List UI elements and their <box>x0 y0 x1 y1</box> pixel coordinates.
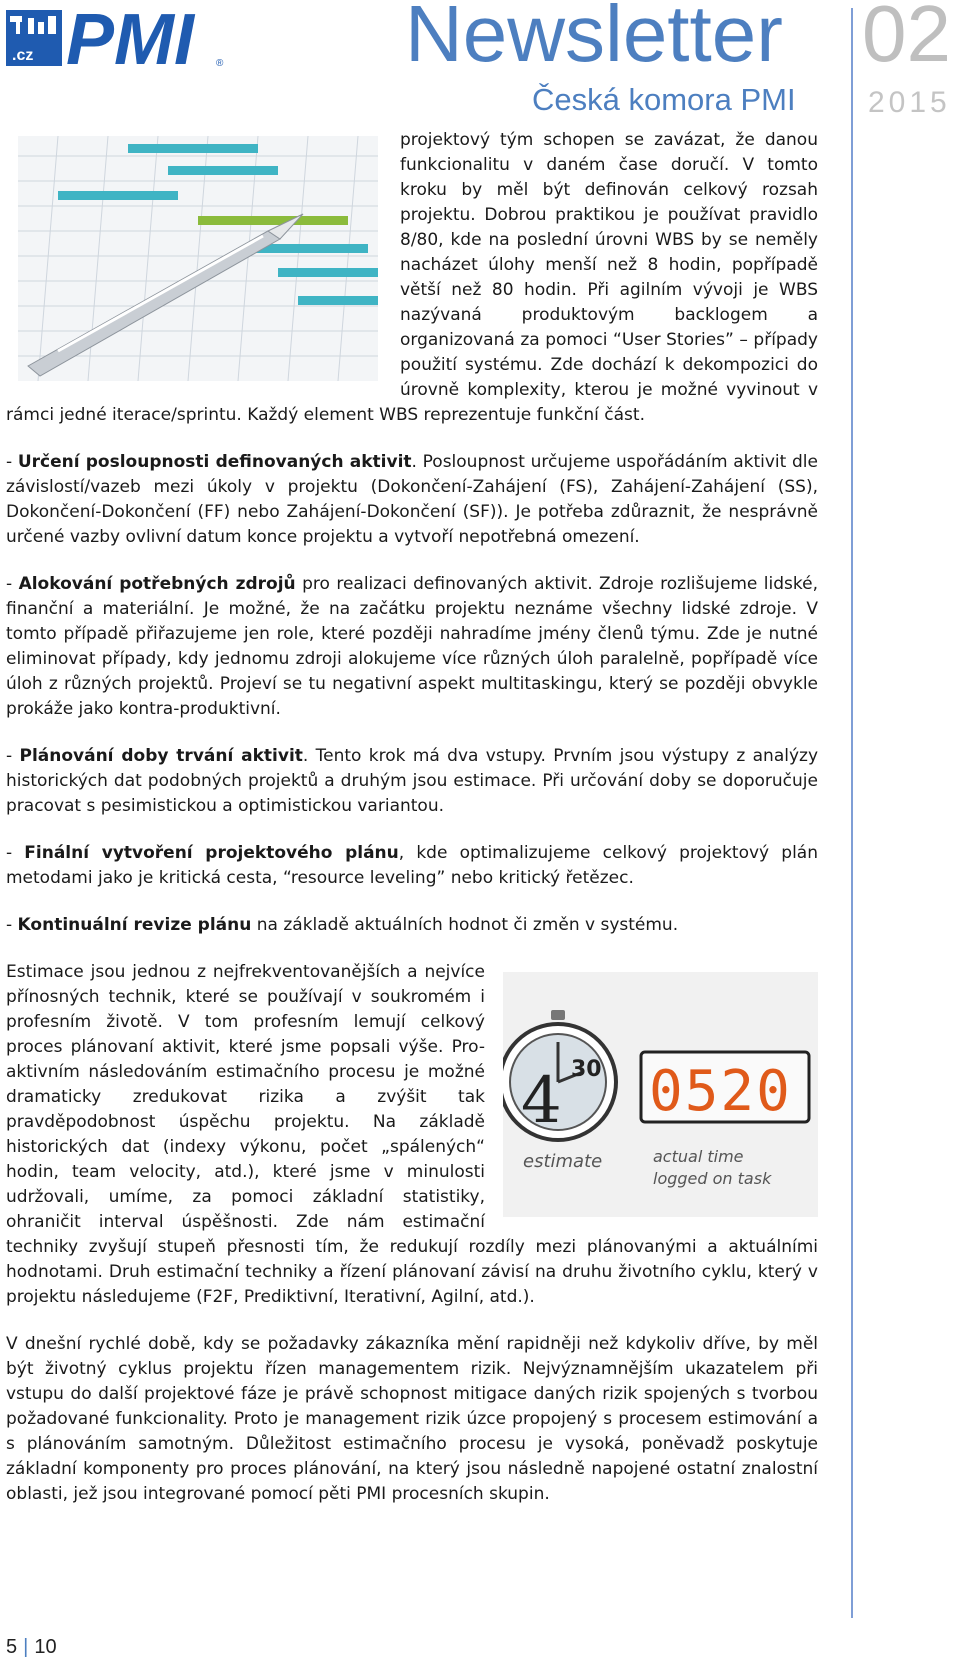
vertical-divider <box>851 8 853 1618</box>
newsletter-title: Newsletter <box>405 0 783 78</box>
bullet-plan: - Finální vytvoření projektového plánu, kde optimalizujeme celkový projektový plán metodami jako je kritická cesta, “resource leveling” nebo kritický řetězec. <box>6 843 818 888</box>
pmi-logo <box>6 8 232 68</box>
logo-country: .cz <box>12 47 34 64</box>
page-total: 10 <box>34 1636 57 1658</box>
bullet-text: , kde optimalizujeme celkový projektový plán metodami jako je kritická cesta, “resource leveling” nebo kritický řetězec. <box>6 843 818 888</box>
dial-minutes: 30 <box>571 1057 602 1082</box>
label-actual-2: logged on task <box>653 1169 772 1188</box>
bullet-resources: - Alokování potřebných zdrojů pro realizaci definovaných aktivit. Zdroje rozlišujeme lidské, finanční a materiální. Je možné, že na začátku projektu neznáme všechny lidské zdroje. V tomto případě přiřazujeme jen role, které později nahradíme jmény členů týmu. Zde je nutné eliminovat případy, kdy jednomu zdroji alokujeme více různých úloh paralelně, popřípadě více úloh z různých projektů. Projeví se tu negativní aspekt multitaskingu, který se později obvykle prokáže jako kontra-produktivní. <box>6 574 818 719</box>
bullet-text: pro realizaci definovaných aktivit. Zdroje rozlišujeme lidské, finanční a materiální. Je možné, že na začátku projektu neznáme všechny lidské zdroje. V tomto případě přiřazujeme jen role, které později nahradíme jmény členů týmu. Zde je nutné eliminovat případy, kdy jednomu zdroji alokujeme více různých úloh paralelně, popřípadě více úloh z různých projektů. Projeví se tu negativní aspekt multitaskingu, který se později obvykle prokáže jako kontra-produktivní. <box>6 574 818 719</box>
label-estimate: estimate <box>523 1151 603 1172</box>
issue-year: 2015 <box>868 86 951 119</box>
gantt-chart-image <box>18 136 378 381</box>
newsletter-subtitle: Česká komora PMI <box>532 82 796 117</box>
dial-hour: 4 <box>521 1064 562 1138</box>
issue-number: 02 <box>862 0 951 78</box>
estimate-vs-actual-image <box>503 972 818 1217</box>
bullet-title: Plánování doby trvání aktivit <box>19 746 303 766</box>
bullet-duration: - Plánování doby trvání aktivit. Tento krok má dva vstupy. Prvním jsou výstupy z analýzy historických dat podobných projektů a druhým jsou estimace. Při určování doby se doporučuje pracovat s pesimistickou a optimistickou variantou. <box>6 746 819 816</box>
svg-text:®: ® <box>216 58 224 68</box>
bullet-revision: - Kontinuální revize plánu na základě aktuálních hodnot či změn v systému. <box>6 915 679 935</box>
bullet-text: na základě aktuálních hodnot či změn v systému. <box>251 915 679 935</box>
page-number: 5 <box>6 1636 18 1658</box>
label-actual-1: actual time <box>653 1147 744 1166</box>
bullet-title: Kontinuální revize plánu <box>17 915 252 935</box>
bullet-text: . Tento krok má dva vstupy. Prvním jsou výstupy z analýzy historických dat podobných projektů a druhým jsou estimace. Při určování doby se doporučuje pracovat s pesimistickou a optimistickou variantou. <box>6 746 819 816</box>
bullet-title: Určení posloupnosti definovaných aktivit <box>17 452 412 472</box>
page-footer: 5 | 10 <box>6 1636 57 1658</box>
intro-text-b: Zde dochází k dekompozici do úrovně komplexity, kterou je možné vyvinout v rámci jedné iterace/sprintu. Každý element WBS reprezentuje funkční část. <box>6 355 819 425</box>
estimation-paragraph: Estimace jsou jednou z nejfrekventovanějších a nejvíce přínosných technik, které se používají v soukromém i profesním životě. V tom profesním lemují celkový proces plánovaní aktivit, které jsme popsali výše. Pro-aktivním následováním estimačního procesu je možné dramaticky zredukovat rizika a zvýšit tak pravděpodobnost úspěchu projektu. Na základě historických dat (indexy výkonu, počet „spálených“ hodin, team velocity, atd.), které jsme v minulosti udržovali, umíme, za pomoci základní statistiky, ohraničit interval úspěšnosti. Zde nám estimační techniky zvyšují stupeň přesnosti tím, že redukují rozdíly mezi plánovanými a aktuálními hodnotami. Druh estimační techniky a řízení plánovaní závisí na druhu životního cyklu, který v projektu následujeme (F2F, Prediktivní, Iterativní, Agilní, atd.). <box>6 962 818 1307</box>
bullet-text: . Posloupnost určujeme uspořádáním aktivit dle závislostí/vazeb mezi úkoly v projektu (Dokončení-Zahájení (FS), Zahájení-Zahájení (SS), Dokončení-Dokončení (FF) nebo Zahájení-Dokončení (SF)). Je potřeba zdůraznit, že nesprávně určené vazby ovlivní datum konce projektu a vytvoří nepotřebná omezení. <box>6 452 818 547</box>
digital-display: 0520 <box>649 1059 792 1124</box>
logo-text: PMI <box>66 8 195 68</box>
bullet-sequence: - Určení posloupnosti definovaných aktivit. Posloupnost určujeme uspořádáním aktivit dle závislostí/vazeb mezi úkoly v projektu (Dokončení-Zahájení (FS), Zahájení-Zahájení (SS), Dokončení-Dokončení (FF) nebo Zahájení-Dokončení (SF)). Je potřeba zdůraznit, že nesprávně určené vazby ovlivní datum konce projektu a vytvoří nepotřebná omezení. <box>6 452 818 547</box>
bullet-title: Finální vytvoření projektového plánu <box>24 843 399 863</box>
intro-text-a: projektový tým schopen se zavázat, že danou funkcionalitu v daném čase doručí. V tomto kroku by měl být definován celkový rozsah projektu. Dobrou praktikou je používat pravidlo 8/80, kde na poslední úrovni WBS by se neměly nacházet úlohy menší než 8 hodin, popřípadě větší než 80 hodin. Při agilním vývoji je WBS nazývaná produktovým backlogem a organizovaná za pomoci “User Stories” – případy použití systému. <box>400 130 818 375</box>
bullet-title: Alokování potřebných zdrojů <box>18 574 296 594</box>
article-body <box>6 128 818 1529</box>
closing-paragraph: V dnešní rychlé době, kdy se požadavky zákazníka mění rapidněji než kdykoliv dříve, by měl být životný cyklus projektu řízen managementem rizik. Nejvýznamnějším ukazatelem při vstupu do další projektové fáze je právě schopnost mitigace daných rizik spojených s tvorbou požadované funkcionality. Proto je management rizik úzce propojený s procesem estimování a s plánováním samotným. Důležitost estimačního procesu je vysoká, poněvadž poskytuje základní komponenty pro proces plánování, na který jsou následně napojené ostatní znalostní oblasti, jež jsou integrované pomocí pěti PMI procesních skupin. <box>6 1334 818 1504</box>
